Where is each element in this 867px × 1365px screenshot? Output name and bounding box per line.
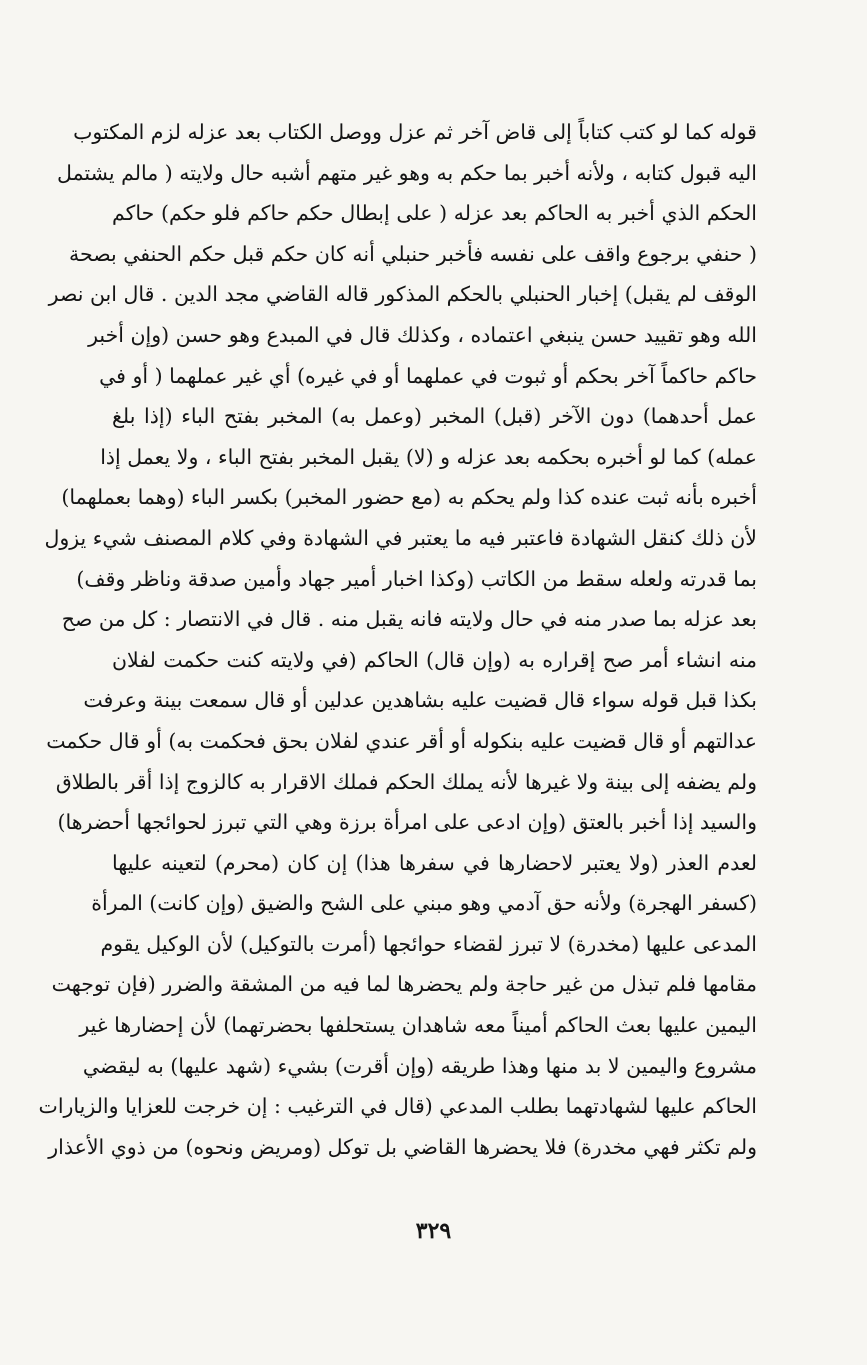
text-line: مقامها فلم تبذل من غير حاجة ولم يحضرها لما فيه من المشقة والضرر (فإن توجهت: [51, 972, 757, 997]
text-line: أخبره بأنه ثبت عنده كذا ولم يحكم به (مع حضور المخبر) بكسر الباء (وهما بعملهما): [61, 485, 757, 510]
text-line: الوقف لم يقبل) إخبار الحنبلي بالحكم المذكور قاله القاضي مجد الدين . قال ابن نصر: [48, 282, 757, 307]
text-line: لعدم العذر (ولا يعتبر لاحضارها في سفرها هذا) إن كان (محرم) لتعينه عليها: [112, 850, 757, 875]
text-line: والسيد إذا أخبر بالعتق (وإن ادعى على امرأة برزة وهي التي تبرز لحوائجها أحضرها): [57, 810, 757, 835]
text-line: الحكم الذي أخبر به الحاكم بعد عزله ( على إبطال حكم حاكم فلو حكم) حاكم: [112, 201, 757, 226]
text-line: ولم يضفه إلى بينة ولا غيرها لأنه يملك الحكم فملك الاقرار به كالزوج إذا أقر بالطلاق: [55, 769, 757, 794]
body-text: [38, 112, 757, 1167]
text-line: الحاكم عليها لشهادتهما بطلب المدعي (قال في الترغيب : إن خرجت للعزايا والزيارات: [38, 1094, 757, 1119]
text-line: ( حنفي برجوع واقف على نفسه فأخبر حنبلي أنه كان حكم قبل حكم الحنفي بصحة: [68, 241, 757, 266]
text-line: منه انشاء أمر صح إقراره به (وإن قال) الحاكم (في ولايته كنت حكمت لفلان: [112, 647, 757, 672]
text-line: بما قدرته ولعله سقط من الكاتب (وكذا اخبار أمير جهاد وأمين صدقة وناظر وقف): [76, 566, 757, 591]
text-line: لأن ذلك كنقل الشهادة فاعتبر فيه ما يعتبر في الشهادة وفي كلام المصنف شيء يزول: [44, 525, 757, 550]
text-line: مشروع واليمين لا بد منها وهذا طريقه (وإن أقرت) بشيء (شهد عليها) به ليقضي: [82, 1053, 757, 1078]
page-number: ٣٢٩: [415, 1218, 452, 1244]
text-line: الله وهو تقييد حسن ينبغي اعتماده ، وكذلك قال في المبدع وهو حسن (وإن أخبر: [88, 322, 757, 347]
text-line: عدالتهم أو قال قضيت عليه بنكوله أو أقر عندي لفلان بحق فحكمت به) أو قال حكمت: [46, 728, 757, 753]
text-line: ولم تكثر فهي مخدرة) فلا يحضرها القاضي بل توكل (ومريض ونحوه) من ذوي الأعذار: [48, 1134, 757, 1159]
text-line: بعد عزله بما صدر منه في حال ولايته فانه يقبل منه . قال في الانتصار : كل من صح: [61, 607, 757, 632]
text-line: بكذا قبل قوله سواء قال قضيت عليه بشاهدين عدلين أو قال سمعت بينة وعرفت: [83, 688, 757, 713]
text-line: عمله) كما لو أخبره بحكمه بعد عزله و (لا) يقبل المخبر بفتح الباء ، ولا يعمل إذا: [100, 444, 757, 469]
text-line: قوله كما لو كتب كتاباً إلى قاض آخر ثم عزل ووصل الكتاب بعد عزله لزم المكتوب: [73, 120, 757, 144]
text-line: اليه قبول كتابه ، ولأنه أخبر بما حكم به وهو غير متهم أشبه حال ولايته ( مالم يشتمل: [57, 160, 757, 185]
text-line: المدعى عليها (مخدرة) لا تبرز لقضاء حوائجها (أمرت بالتوكيل) لأن الوكيل يقوم: [100, 931, 757, 956]
text-line: عمل أحدهما) دون الآخر (قبل) المخبر (وعمل به) المخبر بفتح الباء (إذا بلغ: [112, 404, 757, 429]
text-line: (كسفر الهجرة) ولأنه حق آدمي وهو مبني على الشح والضيق (وإن كانت) المرأة: [91, 891, 757, 916]
text-line: اليمين عليها بعث الحاكم أميناً معه شاهدان يستحلفها بحضرتهما) لأن إحضارها غير: [79, 1013, 757, 1038]
text-line: حاكم حاكماً آخر بحكم أو ثبوت في عملهما أو في غيره) أي غير عملهما ( أو في: [99, 363, 757, 388]
